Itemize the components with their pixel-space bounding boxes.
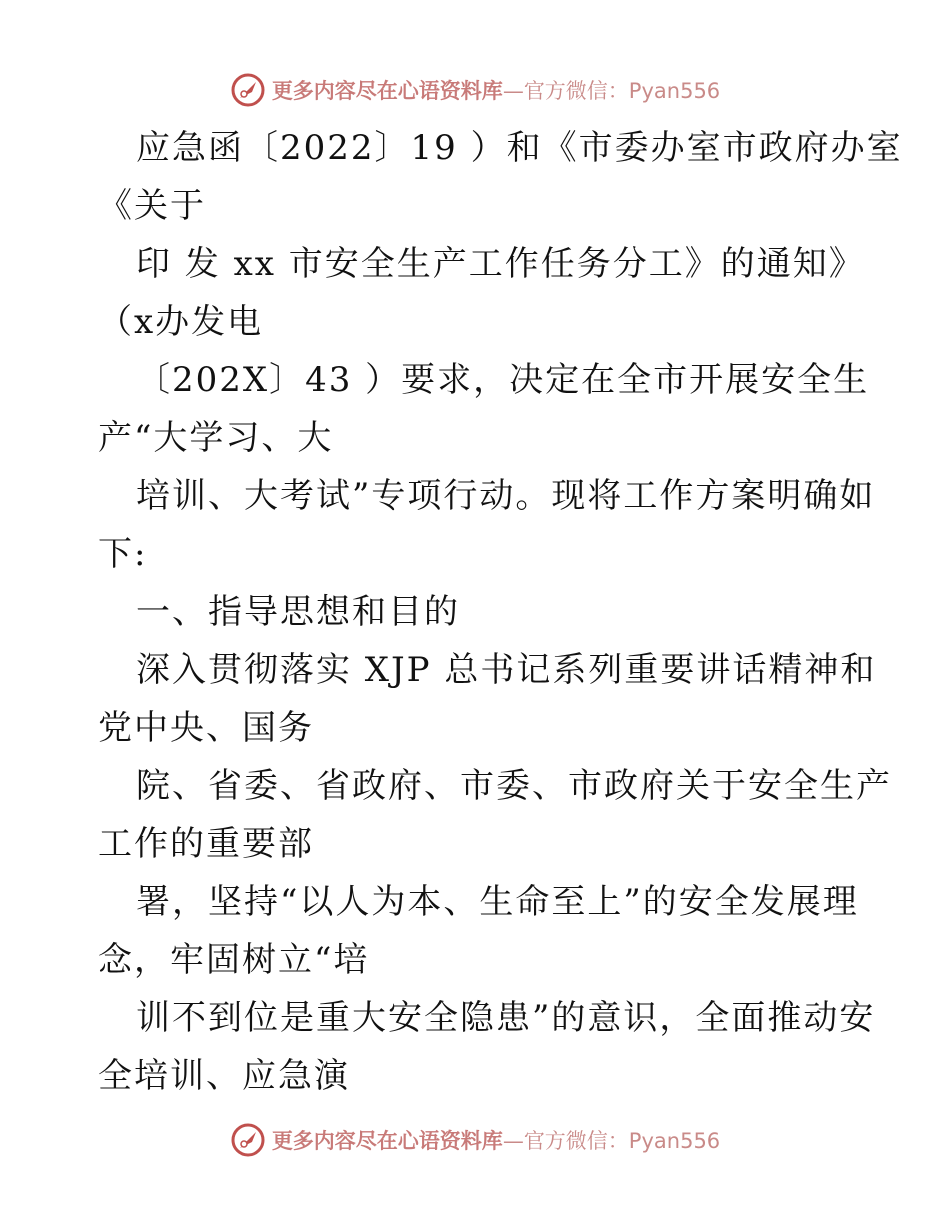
doc-line: 下: xyxy=(98,534,148,574)
doc-line: 党中央、国务 xyxy=(98,708,314,748)
doc-line: 训不到位是重大安全隐患”的意识，全面推动安 xyxy=(136,998,876,1038)
doc-line: 印 发 xx 市安全生产工作任务分工》的通知》 xyxy=(136,244,865,284)
doc-line: 应急函〔2022〕19 ）和《市委办室市政府办室 xyxy=(136,128,903,168)
footer-watermark xyxy=(0,1120,950,1160)
watermark-main: 更多内容尽在心语资料库 xyxy=(271,79,503,103)
doc-line: 培训、大考试”专项行动。现将工作方案明确如 xyxy=(136,476,876,516)
watermark-sub: —官方微信：Pyan556 xyxy=(502,79,721,103)
doc-line: 院、省委、省政府、市委、市政府关于安全生产 xyxy=(136,766,892,806)
doc-line: 深入贯彻落实 XJP 总书记系列重要讲话精神和 xyxy=(136,650,877,690)
watermark-text xyxy=(272,1125,720,1155)
doc-line: （x办发电 xyxy=(98,302,264,342)
doc-line: 工作的重要部 xyxy=(98,824,314,864)
watermark-sub: —官方微信：Pyan556 xyxy=(502,1129,721,1153)
doc-line: 署，坚持“以人为本、生命至上”的安全发展理 xyxy=(136,882,859,922)
doc-line: 念，牢固树立“培 xyxy=(98,940,370,980)
doc-line: 全培训、应急演 xyxy=(98,1056,350,1096)
doc-line: 产“大学习、大 xyxy=(98,418,334,458)
doc-line: 《关于 xyxy=(98,186,206,226)
doc-line: 〔202X〕43 ）要求，决定在全市开展安全生 xyxy=(136,360,870,400)
section-heading: 一、指导思想和目的 xyxy=(136,592,460,632)
watermark-main: 更多内容尽在心语资料库 xyxy=(271,1129,503,1153)
quill-logo-icon xyxy=(230,1122,266,1158)
